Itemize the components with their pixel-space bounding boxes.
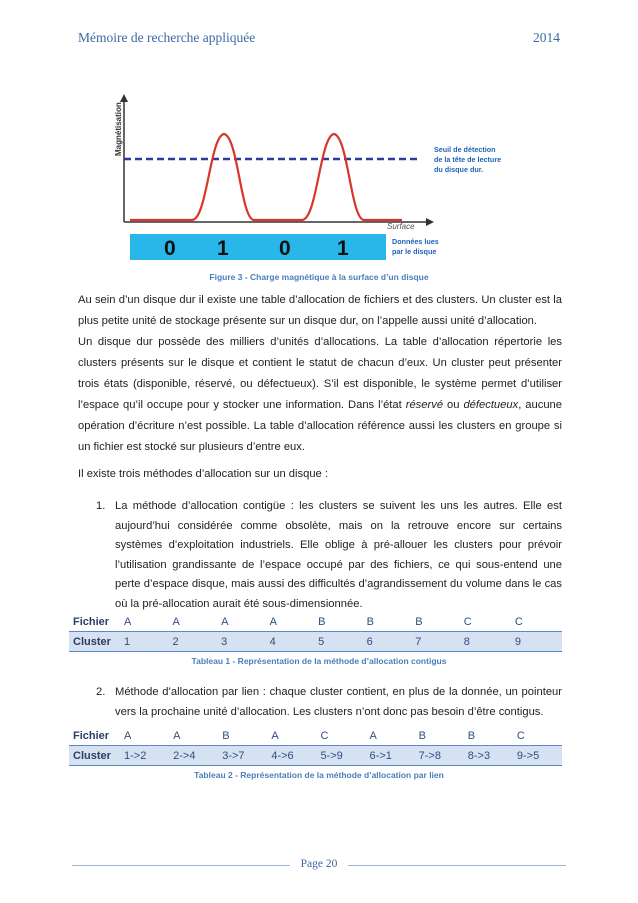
table-cell: 3->7 [218, 746, 267, 766]
figure-caption: Figure 3 - Charge magnétique à la surface d’un disque [209, 272, 429, 282]
table-cell: 9 [511, 632, 562, 652]
table-cell: B [218, 726, 267, 746]
table-cell: C [316, 726, 365, 746]
table-cell: 5->9 [316, 746, 365, 766]
table-cell: C [460, 612, 511, 632]
table-cell: A [366, 726, 415, 746]
contiguous-allocation-table [69, 612, 562, 652]
table-cell: A [267, 726, 316, 746]
paragraph-text: , aucune opération d’écriture n’est possible. La table d’allocation référence aussi les clusters en groupe si un fichier est stocké sur plusieurs d’entre eux. [78, 399, 562, 453]
bit-value: 0 [164, 237, 176, 260]
paragraph-text: ou [443, 399, 464, 411]
threshold-label-line-1: Seuil de détection [434, 145, 496, 154]
list-number: 1. [96, 500, 106, 512]
table-cell: 1->2 [120, 746, 169, 766]
page-number: Page 20 [300, 858, 338, 870]
table-row-file [69, 612, 562, 632]
table-cell: B [314, 612, 363, 632]
table-cell: Cluster [69, 746, 120, 766]
list-item [96, 497, 562, 615]
linked-allocation-table [69, 726, 562, 766]
table-2-caption: Tableau 2 - Représentation de la méthode d’allocation par lien [194, 770, 444, 780]
table-cell: 3 [217, 632, 266, 652]
table-cell: A [169, 726, 218, 746]
table-cell: B [411, 612, 460, 632]
table-cell: 1 [120, 632, 169, 652]
threshold-label-line-2: de la tête de lecture [434, 155, 502, 164]
table-cell: C [511, 612, 562, 632]
magnetization-curve [130, 134, 402, 220]
table-cell: 5 [314, 632, 363, 652]
table-cell: 6 [363, 632, 412, 652]
threshold-label-line-3: du disque dur. [434, 165, 484, 174]
data-label-line-1: Données lues [392, 237, 439, 246]
table-cell: A [169, 612, 218, 632]
table-row-file [69, 726, 562, 746]
table-cell: 2->4 [169, 746, 218, 766]
table-cell: 4 [266, 632, 315, 652]
paragraph-allocation-table [78, 332, 562, 458]
x-axis-arrow [426, 218, 434, 226]
table-cell: Fichier [69, 726, 120, 746]
magnetization-figure [112, 94, 522, 266]
table-cell: A [266, 612, 315, 632]
list-text: Méthode d’allocation par lien : chaque cluster contient, en plus de la donnée, un pointeur vers la prochaine unité d’allocation. Les clusters n’ont donc pas besoin d’être contigus. [115, 686, 562, 718]
data-label-line-2: par le disque [392, 247, 437, 256]
table-cell: 2 [169, 632, 218, 652]
document-title: Mémoire de recherche appliquée [78, 30, 256, 45]
table-cell: 8->3 [464, 746, 513, 766]
bit-value: 1 [217, 237, 229, 260]
paragraph-methods-intro: Il existe trois méthodes d’allocation sur un disque : [78, 468, 328, 480]
table-cell: 7 [411, 632, 460, 652]
table-cell: 8 [460, 632, 511, 652]
table-cell: 9->5 [513, 746, 562, 766]
list-text: La méthode d’allocation contigüe : les clusters se suivent les uns les autres. Elle est aujourd’hui considérée comme obsolète, mais on la retrouve encore sur certains systèmes d’exploitation industriels. Elle oblige à pré-allouer les clusters pour prévoir l’utilisation grandissante de l’espace occupé par des fichiers, ce qui sous-entend une perte d’espace disque, mais aussi des difficultés d’agrandissement du volume dans le cas où la pré-allocation aurait été sous-dimensionnée. [115, 500, 562, 610]
list-item [96, 683, 562, 722]
list-number: 2. [96, 686, 106, 698]
bit-value: 0 [279, 237, 291, 260]
table-cell: C [513, 726, 562, 746]
paragraph-intro: Au sein d’un disque dur il existe une table d’allocation de fichiers et des clusters. Un cluster est la plus petite unité de stockage présente sur un disque dur, on l’appelle aussi unité d’allocation. [78, 294, 562, 327]
paragraph-text: Un disque dur possède des milliers d’unités d’allocations. La table d’allocation répertorie les clusters présents sur le disque et contient le statut de chacun d’eux. Un cluster peut présenter trois états (disponible, réservé, ou défectueux). S’il est disponible, le système permet d’utiliser l’espace qu’il occupe pour y stocker une information. Dans l’état [78, 336, 562, 411]
table-cell: Cluster [69, 632, 120, 652]
table-cell: A [217, 612, 266, 632]
table-row-cluster [69, 632, 562, 652]
table-cell: Fichier [69, 612, 120, 632]
table-cell: A [120, 726, 169, 746]
y-axis-label: Magnétisation [114, 102, 123, 156]
document-year: 2014 [533, 30, 560, 45]
emphasis-reserved: réservé [405, 399, 444, 411]
emphasis-defective: défectueux [463, 399, 519, 411]
table-cell: 4->6 [267, 746, 316, 766]
x-axis-label: Surface [387, 222, 415, 231]
table-cell: 7->8 [415, 746, 464, 766]
table-cell: B [415, 726, 464, 746]
table-cell: A [120, 612, 169, 632]
table-cell: 6->1 [366, 746, 415, 766]
table-row-cluster [69, 746, 562, 766]
table-1-caption: Tableau 1 - Représentation de la méthode d’allocation contigus [191, 656, 447, 666]
table-cell: B [464, 726, 513, 746]
table-cell: B [363, 612, 412, 632]
y-axis-arrow [120, 94, 128, 102]
bit-value: 1 [337, 237, 349, 260]
